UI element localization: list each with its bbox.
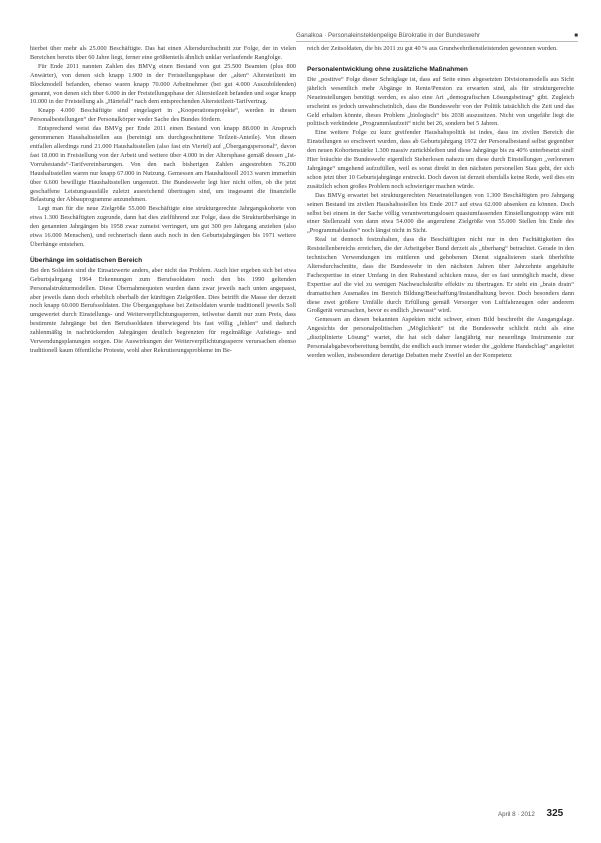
paragraph: Knapp 4.000 Beschäftigte sind eingelagert in „Kooperationsprojekte“, werden in diesen Personalbestellungen“ der Personalkörper weder Sache des Bundes fördern. bbox=[30, 107, 296, 124]
paragraph: Real ist dennoch festzuhalten, dass die Beschäftigten nicht nur in den Fachtätigkeiten des Reststellenbereichs erreichen, die der Arbeitgeber Bund derzeit als „überhang“ betrachtet. Gerade in den technischen Verwendungen im mittleren und gehobenen Dienst signalisieren stark überhöhte Altersdurchschnitte, dass die Bundeswehr in den nächsten Jahren über Jahrzehnte angehäufte Fachexpertise in einer Umfang in den Ruhestand schicken muss, der es fast unmöglich macht, diese Expertise auf die viel zu wenigen Nachwuchskräfte effektiv zu übertragen. Er steht ein „brain drain“ dramatischen Ausmaßes im Bereich Bildung/Beschaffung/Instandhaltung bevor. Doch besonders dann diese zwei größere Umfälle durch Erfüllung gemäß Versorger von Luftfahrzeugen oder anderem Großgerät verursachen, bevor es endlich „bewusst“ wird. bbox=[307, 236, 574, 315]
paragraph: Legt man für die neue Zielgröße 55.000 Beschäftigte eine strukturgerechte Jahrgangskohorte von etwa 1.300 Beschäftigten zugrunde, dann hat dies zielführend zur Folge, dass die Strukturüberhänge in den genannten Jahrgängen bis 1958 zwar zumeist verringert, um gut 300 pro Jahrgang anziehen (also etwa 16.000 Menschen), und rechnerisch dann auch noch in den Geburtsjahrgängen bis 1971 weitere Überhänge entstehen. bbox=[30, 205, 296, 248]
paragraph: Gemessen an diesen bekannten Aspekten nicht schwer, einen Bild beschreibt die Ausgangslage. Angesichts der personalpolitischen „Möglichkeit“ ist die Bundeswehr schlicht nicht als eine „disziplinierte Lösung“ wartet, die hat sich daher langjährig nur neuerdings Instrumente zur Personalabgabevorbereitung bemüht, die endlich auch immer wieder die „goldene Handschlag“ angeleitet werden wollen, insbesondere derartige Debatten mehr Zweifel an der Kompetenz bbox=[307, 316, 574, 359]
running-title: Ganalkoa · Personaleinsteklenpelige Bürokratie in der Bundeswehr bbox=[296, 32, 481, 39]
issue-date: April 8 · 2012 bbox=[498, 811, 535, 818]
right-column bbox=[307, 45, 574, 361]
paragraph: Bei den Soldaten sind die Einsatzwerte anders, aber nicht das Problem. Auch hier ergeben sich bei etwa Geburtsjahrgang 1964 Erkennungen zum Berufssoldaten noch den bis 1990 geltenden Personalstrukturmodellen. Diese Übernahmequoten wurden dann zwar jeweils nach unten angepasst, aber jeweils dann doch erheblich oberhalb der künftigen Zielgrößen. Dies betrifft die Masse der derzeit noch knapp 60.000 Berufssoldaten. Die Übergangsphase bei Zeitsoldaten wurde traditionell jeweils Soll umgewertet durch Einstellungs- und Weiterverpflichtungssperren, teilweise damit nur zum Preis, dass bestimmte Jahrgänge bei den Berufssoldaten überwiegend bis fast völlig „fehlen“ und dadurch zahlenmäßig in nachrückenden Jahrgängen deutlich begrenzten für regelmäßige Aufstiegs- und Verwendungsplanungen sorgen. Die Auswirkungen der Weiterverpflichtungssperre verursachen ebenso traditionell kaum öffentliche Proteste, wohl aber Rekrutierungsprobleme im Be- bbox=[30, 266, 296, 354]
paragraph: hierbei über mehr als 25.000 Beschäftigte. Das hat einen Altersdurchschnitt zur Folge, der in vielen Bereichen bereits über 60 Jahre liegt, ferner eine größtenteils ähnlich unklar verlaufende Rangfolge. bbox=[30, 45, 296, 61]
header-divider bbox=[296, 41, 578, 42]
paragraph: Entsprechend weist das BMVg per Ende 2011 einen Bestand von knapp 88.000 in Anspruch genommenen Haushaltsstellen aus (bereinigt um durchgeschnittene Teilzeit-Anteile). Von diesen entfallen allerdings rund 21.000 Haushaltsstellen (also fast ein Viertel) auf „Übergangspersonal“, davon fast 18.000 in Freistellung von der Arbeit und weitere über 4.000 in der Altersphase gemäß dessen „Ist-Vorruhestands“-Tarifvereinbarungen. Von den nach bisherigen Zahlen angestrebten 76.200 Haushaltsstellen waren nur knapp 67.000 in Nutzung. Gemessen am Haushaltssoll 2013 waren immerhin über 6.600 bewilligte Haushaltsstellen ungenutzt. Die Bundeswehr legt hier nicht offen, ob die jetzt geschaffene Leistungsausfälle zuletzt ausreichend übertragen sind, um insgesamt die finanzielle Belastung der Abbauprogramme anzunehmen. bbox=[30, 125, 296, 204]
section-heading: Personalentwicklung ohne zusätzliche Maßnahmen bbox=[307, 65, 468, 73]
running-header bbox=[296, 32, 578, 39]
paragraph: Eine weitere Folge zu kurz greifender Haushaltspolitik ist indes, dass im zivilen Bereich die Einstellungen so erschwert wurden, dass ab Geburtsjahrgang 1972 der Personalbestand selbst gegenüber den neuen Kohortenstärke 1.300 massiv zurückbleiben und diese Jahrgänge bis zu 40% unterbesetzt sind! Hier bräuchte die Bundeswehr eigentlich Steherlosen nahezu um diese durch Einstellungen „verlorenen Jahrgänge“ umgehend aufzufüllen, weil es sonst direkt in den nächsten personellen Stau geht, der sich schon jetzt über 10 Geburtsjahrgänge erstreckt. Doch davon ist derzeit ebenfalls keine Rede, weil dies ein zusätzlich schon großes Problem noch schwieriger machen würde. bbox=[307, 129, 574, 190]
paragraph: Das BMVg erwartet bei strukturgerechten Neueinstellungen von 1.300 Beschäftigten pro Jahrgang seinen Bestand im zivilen Haushaltsstellen bis Ende 2017 auf etwa 62.000 absenken zu können. Doch selbst bei einem in der Sache völlig verantwortungslosen quasiumfassenden Einstellungsstopp wäre mit einer Stellenzahl von dann etwa 54.000 die angerufene Zielgröße von 55.000 Stellen bis Ende des „Programmablaufes“ noch längst nicht in Sicht. bbox=[307, 191, 574, 235]
left-column bbox=[30, 45, 296, 356]
paragraph: reich der Zeitsoldaten, die bis 2011 zu gut 40 % aus Grundwehrdienstleistenden gewonnen wurden. bbox=[307, 45, 558, 52]
paragraph: Für Ende 2011 nannten Zahlen des BMVg einen Bestand von gut 25.500 Beamten (plus 800 Anwärter), von denen sich knapp 1.900 in der Freistellungsphase der „alten“ Altersteilzeit im Blockmodell befanden, ebenso waren knapp 70.000 Arbeitnehmer (bei gut 4.000 Auszubildenden) genannt, von denen sich über 6.000 in der Freistellungsphase der Altersteilzeit befanden und sogar knapp 10.000 in der Freistellung als „Härtefall“ nach dem entsprechenden Altersteilzeit-Tarifvertrag. bbox=[30, 62, 296, 106]
section-heading: Überhänge im soldatischen Bereich bbox=[30, 256, 143, 264]
paragraph: Die „positive“ Folge dieser Schräglage ist, dass auf Seite eines abgesetzten Divisionsmodells aus Sicht jährlich wesentlich mehr Abgänge in Rente/Pension zu erwarten sind, als für strukturgerechte Neueinstellungen benötigt werden, es also eine Art „demografischen Lösungsbeitrag“ gibt. Zugleich erscheint es jedoch unwahrscheinlich, dass die Bundeswehr von der Politik tatsächlich die Zeit und das Geld erhalten könnte, dieses Problem „biologisch“ bis 2038 auszusitzen. Nicht von ungefähr liegt die politisch verkündete „Programmlaufzeit“ nicht bei 26, sondern bei 5 Jahren. bbox=[307, 75, 574, 128]
page-footer bbox=[498, 808, 563, 819]
page-number: 325 bbox=[546, 808, 564, 819]
section-mark-icon: ■ bbox=[574, 32, 578, 39]
